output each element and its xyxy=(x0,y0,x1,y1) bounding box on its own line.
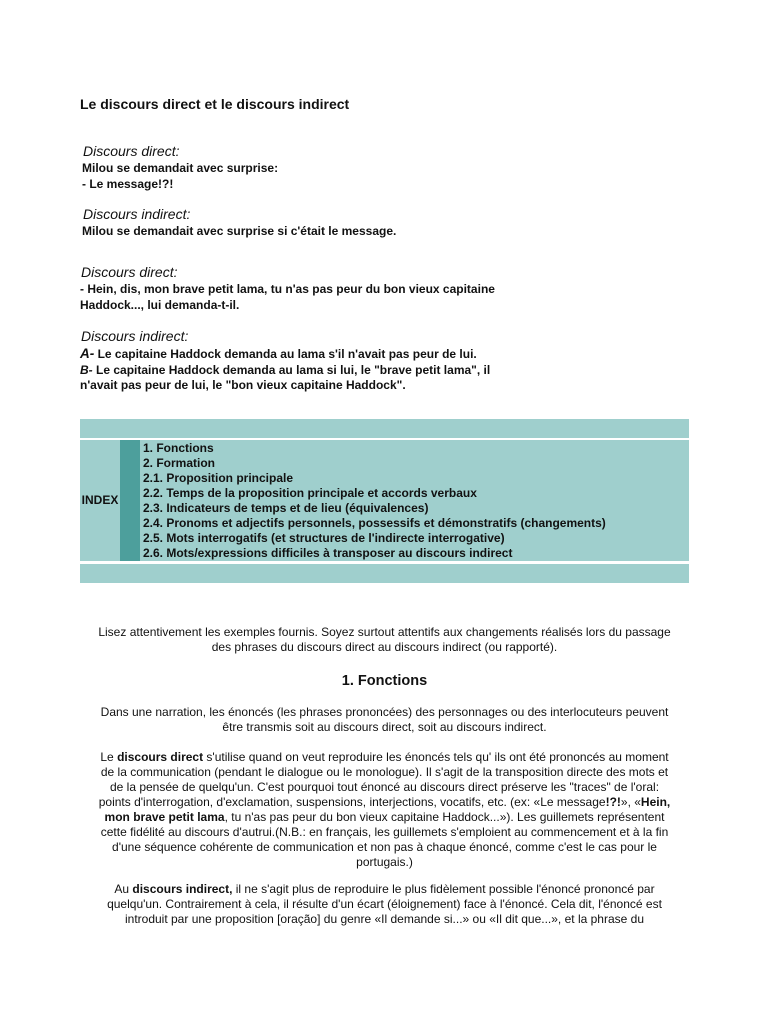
example-text xyxy=(82,224,396,240)
paragraph-line xyxy=(80,810,689,825)
example-line: Milou se demandait avec surprise: xyxy=(82,161,279,175)
example-line: Haddock..., lui demanda-t-il. xyxy=(80,297,240,312)
intro-paragraph xyxy=(80,625,689,655)
paragraph-line: quelqu'un. Contrairement à cela, il résulte d'un écart (éloignement) face à l'énoncé. Cela dit, l'énoncé est xyxy=(107,897,662,911)
example-heading: Discours indirect: xyxy=(81,328,189,344)
example-line: Le capitaine Haddock demanda au lama s'il n'avait pas peur de lui. xyxy=(94,347,477,361)
index-link-mots-interrogatifs[interactable]: 2.5. Mots interrogatifs (et structures de l'indirecte interrogative) xyxy=(143,531,505,545)
paragraph-line: être transmis soit au discours direct, soit au discours indirect. xyxy=(222,720,547,734)
example-heading: Discours direct: xyxy=(83,143,180,159)
index-header-band xyxy=(80,419,689,438)
paragraph-line: portugais.) xyxy=(356,855,413,869)
bold-span: !?! xyxy=(605,795,621,809)
index-footer-band xyxy=(80,564,689,583)
example-line-b xyxy=(80,363,490,379)
example-line: - Le message!?! xyxy=(82,176,174,191)
paragraph-3 xyxy=(80,882,689,927)
index-link-fonctions[interactable]: 1. Fonctions xyxy=(143,441,214,455)
index-link-mots-expressions[interactable]: 2.6. Mots/expressions difficiles à transposer au discours indirect xyxy=(143,546,513,560)
text-span: s'utilise quand on veut reproduire les énoncés tels qu' ils ont été prononcés au moment xyxy=(203,750,669,764)
term-discours-direct: discours direct xyxy=(117,750,204,764)
text-span: points d'interrogation, d'exclamation, suspensions, interjections, vocatifs, etc. (ex: «Le message xyxy=(98,795,606,809)
example-text xyxy=(80,282,495,313)
paragraph-line: de la pensée de quelqu'un. C'est pourquoi tout énoncé au discours direct préserve les "traces" de l'oral: xyxy=(109,780,660,794)
intro-line: des phrases du discours direct au discours indirect (ou rapporté). xyxy=(211,640,558,654)
example-text xyxy=(80,346,490,394)
index-link-proposition-principale[interactable]: 2.1. Proposition principale xyxy=(143,471,294,485)
paragraph-line xyxy=(80,795,689,810)
text-span: , tu n'as pas peur du bon vieux capitaine Haddock...»). Les guillemets représentent xyxy=(224,810,665,824)
index-link-pronoms[interactable]: 2.4. Pronoms et adjectifs personnels, possessifs et démonstratifs (changements) xyxy=(143,516,606,530)
paragraph-line: introduit par une proposition [oração] du genre «Il demande si...» ou «Il dit que...», et la phrase du xyxy=(124,912,644,926)
index-link-formation[interactable]: 2. Formation xyxy=(143,456,216,470)
term-discours-indirect: discours indirect, xyxy=(132,882,233,896)
section-heading: 1. Fonctions xyxy=(341,673,428,689)
example-line: Milou se demandait avec surprise si c'était le message. xyxy=(82,224,397,238)
index-link-temps[interactable]: 2.2. Temps de la proposition principale et accords verbaux xyxy=(143,486,477,500)
intro-line: Lisez attentivement les exemples fournis. Soyez surtout attentifs aux changements réalisés lors du passage xyxy=(98,625,671,639)
index-divider-bar xyxy=(120,440,140,561)
example-heading: Discours indirect: xyxy=(83,206,191,222)
example-line: Le capitaine Haddock demanda au lama si lui, le "brave petit lama", il xyxy=(92,362,491,377)
paragraph-line: Dans une narration, les énoncés (les phrases prononcées) des personnages ou des interlocuteurs peuvent xyxy=(100,705,669,719)
bold-span: Hein, xyxy=(640,795,671,809)
index-link-indicateurs[interactable]: 2.3. Indicateurs de temps et de lieu (équivalences) xyxy=(143,501,429,515)
paragraph-line: de la communication (pendant le dialogue ou le monologue). Il s'agit de la transposition directe des mots et xyxy=(100,765,669,779)
example-line-a xyxy=(80,346,490,363)
paragraph-line xyxy=(80,882,689,897)
index-list xyxy=(143,441,606,561)
marker-a: A- xyxy=(80,346,95,361)
paragraph-2 xyxy=(80,750,689,870)
example-line: n'avait pas peur de lui, le "bon vieux capitaine Haddock". xyxy=(80,378,406,392)
index-label: INDEX xyxy=(81,493,119,507)
page-title: Le discours direct et le discours indirect xyxy=(80,96,350,112)
text-span: Au xyxy=(114,882,133,896)
example-heading: Discours direct: xyxy=(81,264,178,280)
paragraph-1 xyxy=(80,705,689,735)
paragraph-line: d'une séquence cohérente de communication et non pas à chaque énoncé, comme c'est le cas pour le xyxy=(112,840,657,854)
text-span: », « xyxy=(620,795,641,809)
example-line: - Hein, dis, mon brave petit lama, tu n'as pas peur du bon vieux capitaine xyxy=(80,282,495,296)
paragraph-line: cette fidélité au discours d'autrui.(N.B.: en français, les guillemets s'emploient au commencement et à la fin xyxy=(100,825,669,839)
text-span: il ne s'agit plus de reproduire le plus fidèlement possible l'énoncé prononcé par xyxy=(232,882,655,896)
paragraph-line xyxy=(80,750,689,765)
bold-span: mon brave petit lama xyxy=(104,810,225,824)
example-text xyxy=(82,161,278,192)
marker-b: B- xyxy=(80,362,93,377)
text-span: Le xyxy=(100,750,118,764)
